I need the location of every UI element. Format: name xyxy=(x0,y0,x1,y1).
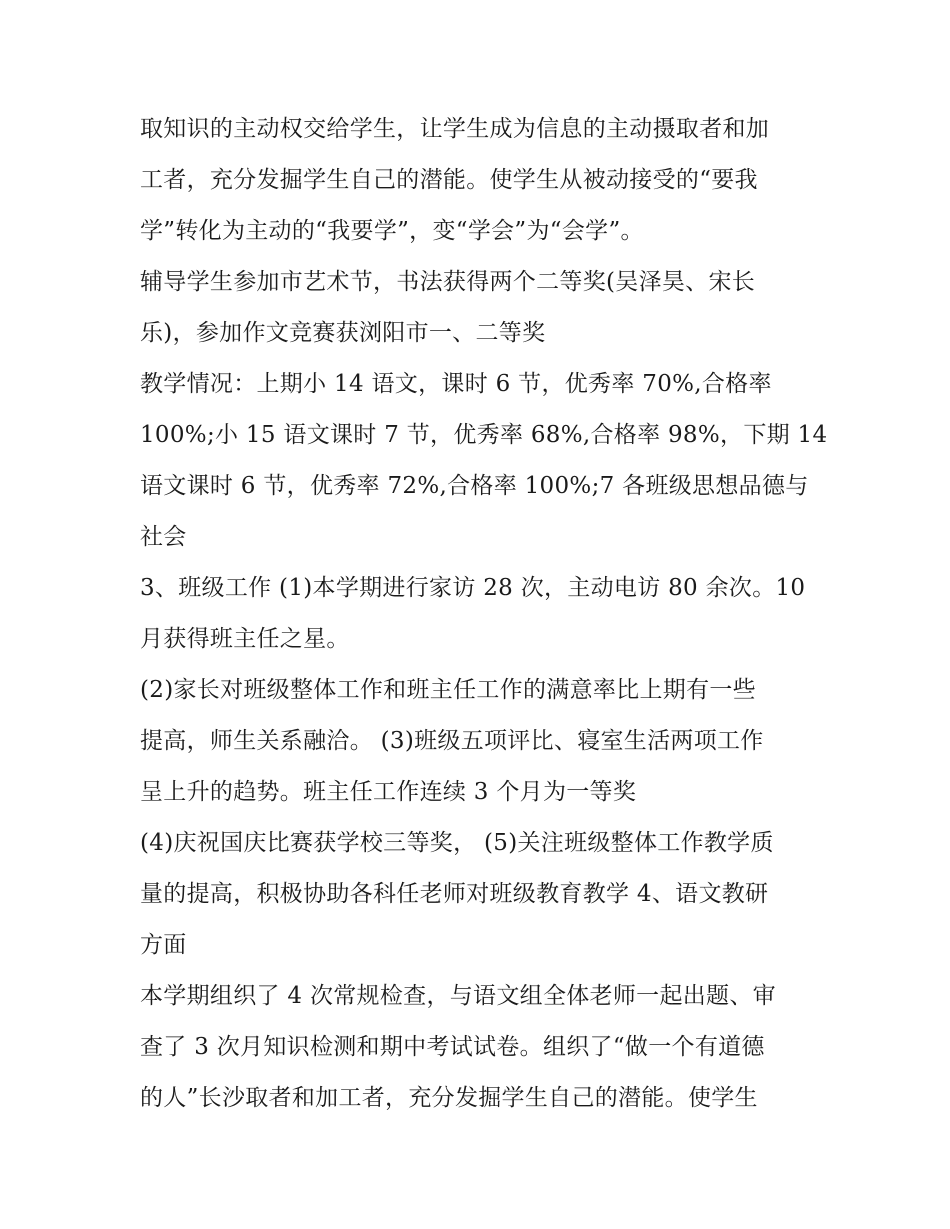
text-line: 工者，充分发掘学生自己的潜能。使学生从被动接受的“要我 xyxy=(140,167,758,193)
text-line: 学”转化为主动的“我要学”，变“学会”为“会学”。 xyxy=(140,218,644,244)
text-line: 本学期组织了 4 次常规检查，与语文组全体老师一起出题、审 xyxy=(140,983,776,1009)
text-line: 方面 xyxy=(140,932,187,958)
text-line: 取知识的主动权交给学生，让学生成为信息的主动摄取者和加 xyxy=(140,116,770,142)
text-line: 提高，师生关系融洽。 (3)班级五项评比、寝室生活两项工作 xyxy=(140,728,764,754)
text-line: (2)家长对班级整体工作和班主任工作的满意率比上期有一些 xyxy=(140,677,756,703)
text-line: 辅导学生参加市艺术节，书法获得两个二等奖(吴泽昊、宋长 xyxy=(140,269,756,295)
text-line: 的人”长沙取者和加工者，充分发掘学生自己的潜能。使学生 xyxy=(140,1085,758,1111)
text-line: 查了 3 次月知识检测和期中考试试卷。组织了“做一个有道德 xyxy=(140,1034,765,1060)
text-line: 语文课时 6 节，优秀率 72%,合格率 100%;7 各班级思想品德与 xyxy=(140,473,809,499)
text-line: 量的提高，积极协助各科任老师对班级教育教学 4、语文教研 xyxy=(140,881,769,907)
text-line: 月获得班主任之星。 xyxy=(140,626,350,652)
text-line: 乐)，参加作文竞赛获浏阳市一、二等奖 xyxy=(140,320,546,346)
text-line: (4)庆祝国庆比赛获学校三等奖， (5)关注班级整体工作教学质 xyxy=(140,830,774,856)
text-line: 100%;小 15 语文课时 7 节，优秀率 68%,合格率 98%，下期 14 xyxy=(140,422,828,448)
text-line: 3、班级工作 (1)本学期进行家访 28 次，主动电访 80 余次。10 xyxy=(140,575,806,601)
text-line: 社会 xyxy=(140,524,187,550)
text-line: 教学情况：上期小 14 语文，课时 6 节，优秀率 70%,合格率 xyxy=(140,371,772,397)
text-line: 呈上升的趋势。班主任工作连续 3 个月为一等奖 xyxy=(140,779,637,805)
document-body xyxy=(140,104,828,1124)
